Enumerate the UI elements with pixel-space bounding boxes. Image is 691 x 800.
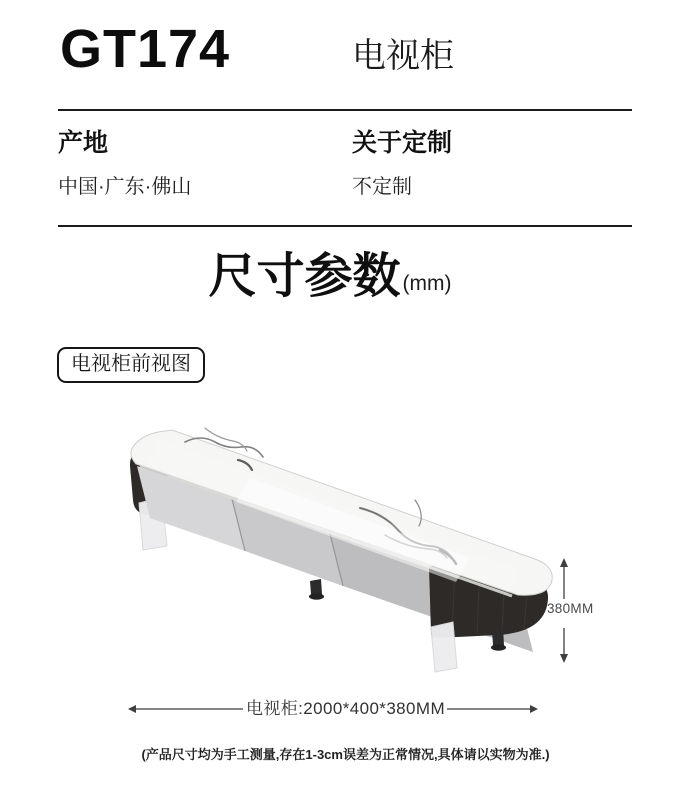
front-view-badge: 电视柜前视图 [57, 347, 205, 383]
origin-value: 中国·广东·佛山 [58, 176, 192, 198]
cabinet-illustration [0, 400, 691, 740]
customization-value: 不定制 [352, 176, 412, 198]
cabinet-figure [0, 400, 691, 740]
page-title-model: GT174 [60, 19, 231, 79]
right-black-leg-foot [491, 644, 506, 650]
divider-middle [58, 225, 632, 227]
customization-label: 关于定制 [352, 129, 453, 157]
divider-top [58, 109, 632, 111]
size-section-unit: (mm) [402, 272, 452, 296]
size-section-title: 尺寸参数 [208, 250, 401, 303]
height-dimension-label: 380MM [547, 601, 594, 616]
origin-label: 产地 [58, 129, 109, 157]
size-caption: 电视柜:2000*400*380MM [245, 699, 446, 718]
right-acrylic-leg [431, 622, 457, 672]
size-section-heading [0, 252, 660, 302]
measurement-disclaimer: (产品尺寸均为手工测量,存在1-3cm误差为正常情况,具体请以实物为准.) [141, 747, 550, 762]
middle-black-leg-foot [309, 593, 324, 599]
product-name: 电视柜 [352, 37, 454, 75]
